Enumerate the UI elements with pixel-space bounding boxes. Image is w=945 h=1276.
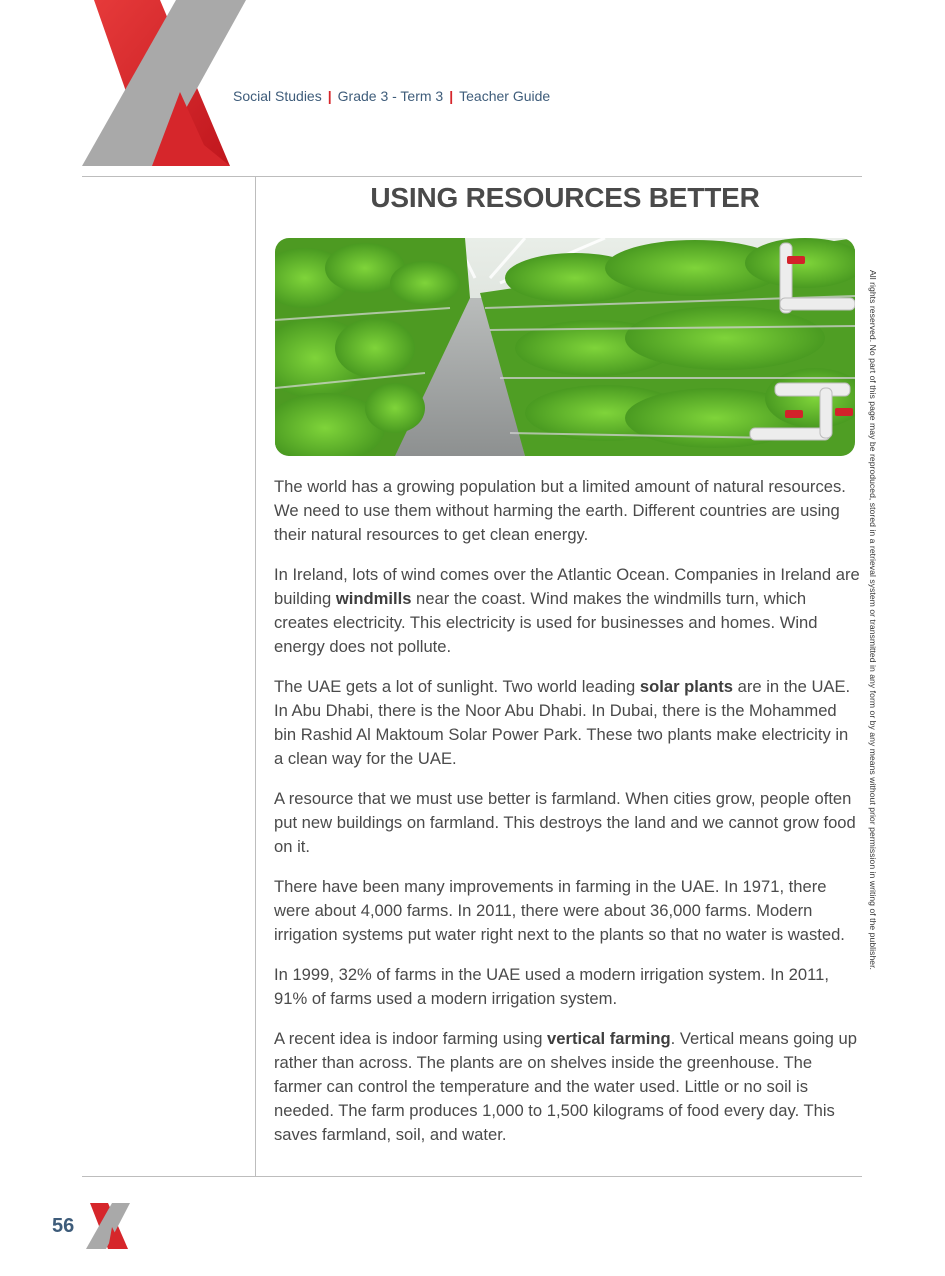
header-separator: | [449,88,454,104]
key-term: windmills [335,589,412,608]
page-number: 56 [52,1215,75,1237]
paragraph: The world has a growing population but a limited amount of natural resources. We need to use them without harming the earth. Different countries are using their natural resources to get clean energy. [274,477,846,544]
page-header [233,88,550,104]
header-grade-term: Grade 3 - Term 3 [337,88,444,104]
bottom-divider [82,1176,862,1177]
text-run: are in the UAE. In Abu Dhabi, there is the Noor Abu Dhabi. In Dubai, there is the Mohammed bin Rashid Al Maktoum Solar Power Park. These two plants make electricity in a clean way for the UAE. [274,677,851,768]
paragraph [274,563,860,659]
text-run: The UAE gets a lot of sunlight. Two world leading [274,677,640,696]
publisher-logo-mark-small [86,1203,130,1249]
key-term: vertical farming [547,1029,671,1048]
paragraph [274,675,860,771]
paragraph: A resource that we must use better is farmland. When cities grow, people often put new buildings on farmland. This destroys the land and we cannot grow food on it. [274,789,856,856]
key-term: solar plants [639,677,734,696]
text-run: A recent idea is indoor farming using [274,1029,548,1048]
header-subject: Social Studies [233,88,322,104]
page-title: USING RESOURCES BETTER [370,182,760,213]
text-run: near the coast. Wind makes the windmills turn, which creates electricity. This electricity is used for businesses and homes. Wind energy does not pollute. [274,589,818,656]
body-text [274,475,860,1163]
publisher-logo-mark [80,0,250,168]
text-run: . Vertical means going up rather than across. The plants are on shelves inside the greenhouse. The farmer can control the temperature and the water used. Little or no soil is needed. The farm produces 1,000 to 1,500 kilograms of food every day. This saves farmland, soil, and water. [274,1029,857,1144]
paragraph: There have been many improvements in farming in the UAE. In 1971, there were about 4,000 farms. In 2011, there were about 36,000 farms. Modern irrigation systems put water right next to the plants so that no water is wasted. [274,877,845,944]
top-divider [82,176,862,177]
copyright-note: All rights reserved. No part of this page may be reproduced, stored in a retrieval system or transmitted in any form or by any means without prior permission in writing of the publisher. [868,270,878,970]
paragraph [274,1027,860,1147]
text-run: In Ireland, lots of wind comes over the Atlantic Ocean. Companies in Ireland are building [274,565,860,608]
paragraph: In 1999, 32% of farms in the UAE used a modern irrigation system. In 2011, 91% of farms used a modern irrigation system. [274,965,829,1008]
vertical-farm-photo [275,238,855,456]
header-separator: | [327,88,332,104]
margin-divider [255,177,256,1176]
header-guide: Teacher Guide [459,88,551,104]
